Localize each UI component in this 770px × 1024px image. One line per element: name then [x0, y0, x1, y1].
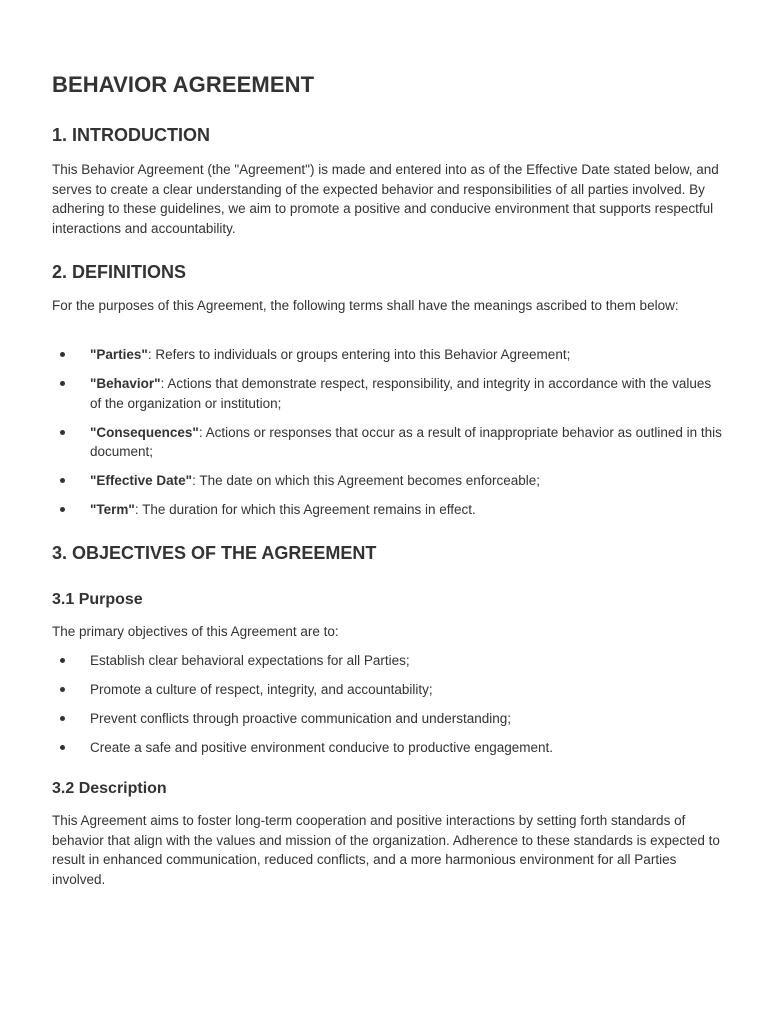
- definitions-paragraph: For the purposes of this Agreement, the following terms shall have the meanings ascribed to them below:: [52, 298, 679, 313]
- definition-text: : Refers to individuals or groups entering into this Behavior Agreement;: [147, 347, 571, 362]
- list-item: [52, 651, 722, 671]
- document-title: BEHAVIOR AGREEMENT: [52, 72, 315, 97]
- list-item: [52, 709, 722, 729]
- list-item: [52, 500, 722, 520]
- bullet-icon: [60, 381, 65, 386]
- bullet-icon: [60, 716, 65, 721]
- purpose-list: [52, 651, 722, 767]
- list-item-text: Create a safe and positive environment conducive to productive engagement.: [90, 739, 554, 755]
- definition-term: "Parties": [90, 347, 148, 362]
- introduction-paragraph: This Behavior Agreement (the "Agreement") is made and entered into as of the Effective Date stated below, and serves to create a clear understanding of the expected behavior and responsibilities of all parties involved. By adhering to these guidelines, we aim to promote a positive and conducive environment that supports respectful interactions and accountability.: [52, 162, 719, 236]
- subsection-heading-purpose: 3.1 Purpose: [52, 591, 143, 608]
- definition-term: "Term": [90, 502, 135, 518]
- section-heading-objectives: 3. OBJECTIVES OF THE AGREEMENT: [52, 543, 377, 563]
- list-item: [52, 345, 722, 365]
- definition-text: : The duration for which this Agreement remains in effect.: [134, 502, 476, 518]
- definition-text: : The date on which this Agreement becomes enforceable;: [192, 473, 541, 489]
- definition-text: : Actions or responses that occur as a result of inappropriate behavior as outlined in this document;: [90, 424, 722, 460]
- list-item: [52, 423, 722, 462]
- section-heading-definitions: 2. DEFINITIONS: [52, 262, 187, 282]
- bullet-icon: [60, 507, 65, 512]
- list-item-text: Promote a culture of respect, integrity, and accountability;: [90, 681, 433, 697]
- list-item: [52, 374, 722, 413]
- description-paragraph: This Agreement aims to foster long-term cooperation and positive interactions by setting forth standards of behavior that align with the values and mission of the organization. Adherence to these standards is expected to result in enhanced communication, reduced conflicts, and a more harmonious environment for all Parties involved.: [52, 813, 720, 887]
- bullet-icon: [60, 745, 65, 750]
- bullet-icon: [60, 352, 65, 357]
- definitions-list: [52, 345, 722, 529]
- bullet-icon: [60, 687, 65, 692]
- definition-term: "Consequences": [90, 424, 199, 440]
- subsection-heading-description: 3.2 Description: [52, 780, 167, 797]
- definition-term: "Effective Date": [90, 473, 193, 489]
- bullet-icon: [60, 658, 65, 663]
- list-item: [52, 738, 722, 758]
- section-heading-introduction: 1. INTRODUCTION: [52, 125, 211, 145]
- definition-term: "Behavior": [90, 375, 161, 391]
- list-item-text: Establish clear behavioral expectations for all Parties;: [90, 653, 410, 668]
- definition-text: : Actions that demonstrate respect, responsibility, and integrity in accordance with the values of the organization or institution;: [90, 375, 712, 411]
- purpose-paragraph: The primary objectives of this Agreement are to:: [52, 624, 339, 639]
- list-item: [52, 680, 722, 700]
- bullet-icon: [60, 478, 65, 483]
- bullet-icon: [60, 430, 65, 435]
- list-item: [52, 471, 722, 491]
- list-item-text: Prevent conflicts through proactive communication and understanding;: [90, 710, 511, 726]
